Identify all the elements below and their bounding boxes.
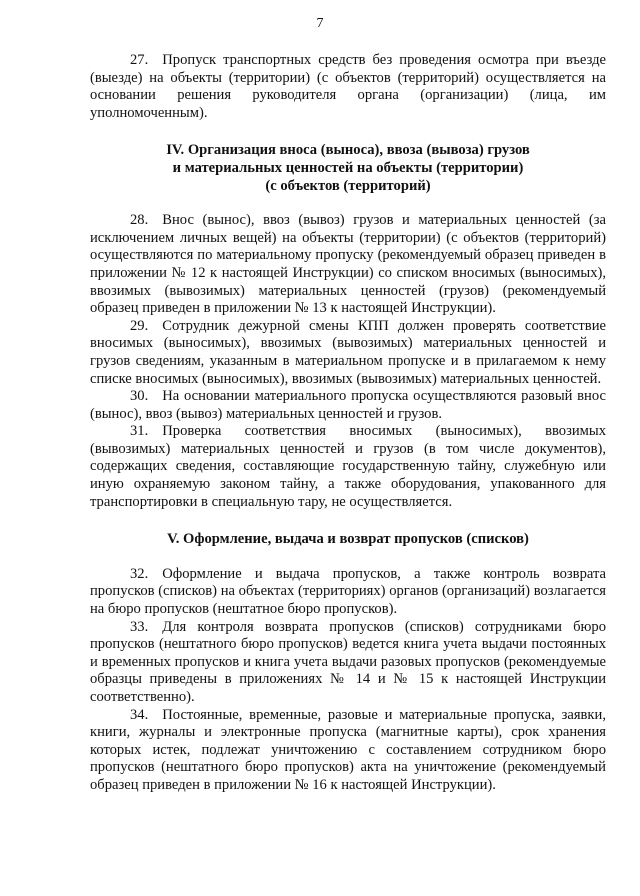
paragraph-number: 30. [130, 388, 149, 405]
paragraph-text: Внос (вынос), ввоз (вывоз) грузов и материальных ценностей (за исключением личных вещей) на объекты (территории) (с объектов (территорий) осуществляются по материальному пропуску (рекомендуемый образец приведен в приложении № 12 к настоящей Инструкции) со списком вносимых (выносимых), ввозимых (вывозимых) материальных ценностей (грузов) (рекомендуемый образец приведен в приложении № 13 к настоящей Инструкции). [90, 212, 606, 317]
section-heading-v [90, 531, 606, 549]
paragraph-text: Для контроля возврата пропусков (списков) сотрудниками бюро пропусков (нештатного бюро пропусков) ведется книга учета выдачи постоянных и временных пропусков и книга учета выдачи разовых пропусков (рекомендуемые образцы приведены в приложениях № 14 и № 15 к настоящей Инструкции соответственно). [90, 618, 606, 705]
paragraph-number: 33. [130, 618, 149, 635]
document-body [90, 52, 606, 795]
heading-line: V. Оформление, выдача и возврат пропусков (списков) [167, 531, 529, 548]
paragraph-number: 29. [130, 317, 149, 334]
paragraph-text: На основании материального пропуска осуществляются разовый внос (вынос), ввоз (вывоз) материальных ценностей и грузов. [90, 388, 606, 422]
paragraph-text: Сотрудник дежурной смены КПП должен проверять соответствие вносимых (выносимых), ввозимых (вывозимых) материальных ценностей и грузов сведениям, указанным в материальном пропуске и в прилагаемом к нему списке вносимых (выносимых), ввозимых (вывозимых) материальных ценностей. [90, 317, 606, 387]
heading-line: IV. Организация вноса (выноса), ввоза (вывоза) грузов [166, 142, 530, 159]
paragraph-28 [90, 212, 606, 318]
paragraph-34 [90, 707, 606, 795]
heading-line: и материальных ценностей на объекты (территории) [172, 159, 524, 176]
heading-line: (с объектов (территорий) [265, 177, 431, 194]
paragraph-33 [90, 619, 606, 707]
paragraph-32 [90, 566, 606, 619]
paragraph-31 [90, 423, 606, 511]
paragraph-number: 27. [130, 52, 149, 68]
paragraph-29 [90, 318, 606, 388]
page-number: 7 [316, 16, 324, 31]
section-heading-iv [90, 142, 606, 195]
paragraph-text: Проверка соответствия вносимых (выносимых), ввозимых (вывозимых) материальных ценностей и грузов (в том числе документов), содержащих сведения, составляющие государственную тайну, служебную или иную охраняемую законом тайну, а также оборудования, упакованного для транспортировки в специальную тару, не осуществляется. [90, 423, 606, 510]
paragraph-number: 32. [130, 565, 149, 582]
paragraph-text: Пропуск транспортных средств без проведения осмотра при въезде (выезде) на объекты (территории) (с объектов (территорий) осуществляется на основании решения руководителя органа (организации) (лица, им уполномоченным). [90, 52, 606, 121]
paragraph-text: Оформление и выдача пропусков, а также контроль возврата пропусков (списков) на объектах (территориях) органов (организаций) возлагается на бюро пропусков (нештатное бюро пропусков). [90, 565, 606, 618]
paragraph-number: 28. [130, 212, 149, 229]
paragraph-number: 31. [130, 423, 149, 440]
paragraph-27 [90, 52, 606, 122]
paragraph-text: Постоянные, временные, разовые и материальные пропуска, заявки, книги, журналы и электронные пропуска (магнитные карты), срок хранения которых истек, подлежат уничтожению с составлением сотрудником бюро пропусков (нештатного бюро пропусков) акта на уничтожение (рекомендуемый образец приведен в приложении № 16 к настоящей Инструкции). [90, 706, 606, 793]
paragraph-number: 34. [130, 706, 149, 723]
paragraph-30 [90, 388, 606, 423]
